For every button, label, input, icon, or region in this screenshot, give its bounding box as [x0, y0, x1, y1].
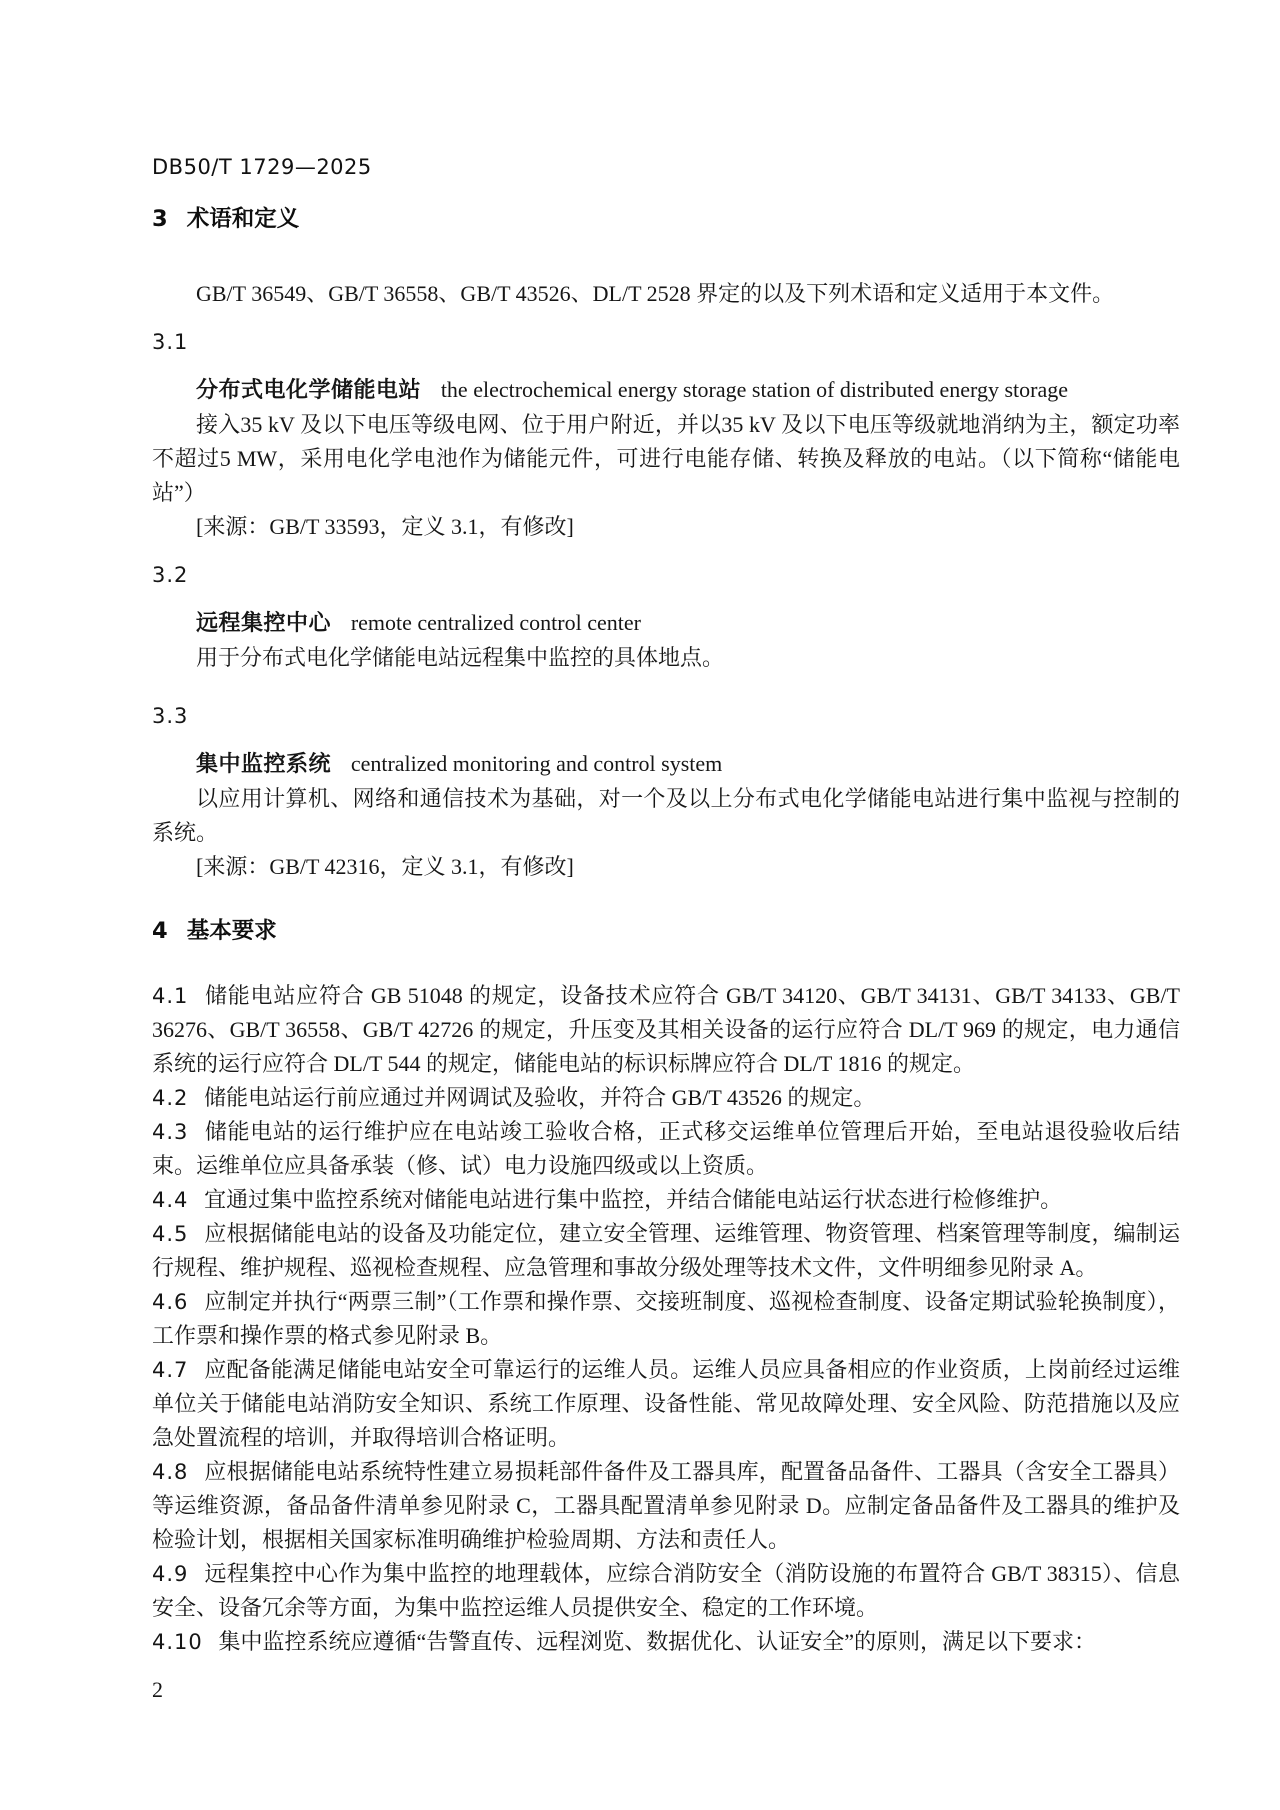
clause-number: 4.3	[152, 1120, 189, 1144]
term-name-zh: 分布式电化学储能电站	[196, 378, 422, 403]
clause-number: 4.6	[152, 1290, 189, 1314]
clause-number: 4.4	[152, 1188, 189, 1212]
clause-number: 4.10	[152, 1630, 203, 1654]
clause-text: 应根据储能电站的设备及功能定位，建立安全管理、运维管理、物资管理、档案管理等制度，编制运行规程、维护规程、巡视检查规程、应急管理和事故分级处理等技术文件，文件明细参见附录 A。	[152, 1221, 1180, 1280]
term-name-en: centralized monitoring and control system	[350, 751, 723, 776]
term-source: [来源：GB/T 42316，定义 3.1，有修改]	[196, 854, 574, 879]
term-heading-3-2	[152, 606, 1180, 641]
clause-text: 集中监控系统应遵循“告警直传、远程浏览、数据优化、认证安全”的原则，满足以下要求：	[218, 1629, 1097, 1654]
clause-number: 4.7	[152, 1358, 189, 1382]
clause-4-10	[152, 1625, 1180, 1659]
section-3-title: 术语和定义	[186, 206, 300, 232]
term-definition: 以应用计算机、网络和通信技术为基础，对一个及以上分布式电化学储能电站进行集中监视与控制的系统。	[152, 786, 1180, 845]
clause-text: 储能电站的运行维护应在电站竣工验收合格，正式移交运维单位管理后开始，至电站退役验收后结束。运维单位应具备承装（修、试）电力设施四级或以上资质。	[152, 1119, 1180, 1178]
clause-4-8	[152, 1455, 1180, 1557]
section-3-number: 3	[152, 206, 168, 232]
term-heading-3-3	[152, 747, 1180, 782]
clause-text: 宜通过集中监控系统对储能电站进行集中监控，并结合储能电站运行状态进行检修维护。	[204, 1187, 1063, 1212]
term-source: [来源：GB/T 33593，定义 3.1，有修改]	[196, 514, 574, 539]
clause-text: 应制定并执行“两票三制”（工作票和操作票、交接班制度、巡视检查制度、设备定期试验轮换制度），工作票和操作票的格式参见附录 B。	[152, 1289, 1180, 1348]
clause-4-5	[152, 1217, 1180, 1285]
clause-text: 储能电站应符合 GB 51048 的规定，设备技术应符合 GB/T 34120、GB/T 34131、GB/T 34133、GB/T 36276、GB/T 36558、GB/T 42726 的规定，升压变及其相关设备的运行应符合 DL/T 969 的规定，电力通信系统的运行应符合 DL/T 544 的规定，储能电站的标识标牌应符合 DL/T 1816 的规定。	[152, 983, 1180, 1076]
clause-text: 远程集控中心作为集中监控的地理载体，应综合消防安全（消防设施的布置符合 GB/T 38315）、信息安全、设备冗余等方面，为集中监控运维人员提供安全、稳定的工作环境。	[152, 1561, 1180, 1620]
section-3-heading	[152, 202, 1180, 236]
clause-number: 4.5	[152, 1222, 189, 1246]
clause-4-4	[152, 1183, 1180, 1217]
term-number-3-2: 3.2	[152, 563, 189, 587]
term-name-zh: 远程集控中心	[196, 611, 332, 636]
section-4-heading	[152, 914, 1180, 948]
page-number: 2	[152, 1677, 163, 1702]
section-4-clauses	[152, 979, 1180, 1659]
clause-4-1	[152, 979, 1180, 1081]
term-name-zh: 集中监控系统	[196, 752, 332, 777]
clause-number: 4.9	[152, 1562, 189, 1586]
clause-number: 4.2	[152, 1086, 189, 1110]
section-4-title: 基本要求	[186, 918, 277, 944]
clause-4-3	[152, 1115, 1180, 1183]
clause-text: 应配备能满足储能电站安全可靠运行的运维人员。运维人员应具备相应的作业资质，上岗前经过运维单位关于储能电站消防安全知识、系统工作原理、设备性能、常见故障处理、安全风险、防范措施以及应急处置流程的培训，并取得培训合格证明。	[152, 1357, 1180, 1450]
term-name-en: the electrochemical energy storage station of distributed energy storage	[440, 377, 1068, 402]
clause-4-9	[152, 1557, 1180, 1625]
clause-4-6	[152, 1285, 1180, 1353]
section-3-intro: GB/T 36549、GB/T 36558、GB/T 43526、DL/T 2528 界定的以及下列术语和定义适用于本文件。	[196, 281, 1115, 306]
clause-4-2	[152, 1081, 1180, 1115]
section-4-number: 4	[152, 918, 168, 944]
term-definition: 用于分布式电化学储能电站远程集中监控的具体地点。	[196, 645, 725, 670]
clause-4-7	[152, 1353, 1180, 1455]
clause-text: 应根据储能电站系统特性建立易损耗部件备件及工器具库，配置备品备件、工器具（含安全工器具）等运维资源，备品备件清单参见附录 C，工器具配置清单参见附录 D。应制定备品备件及工器具的维护及检验计划，根据相关国家标准明确维护检验周期、方法和责任人。	[152, 1459, 1180, 1552]
term-name-en: remote centralized control center	[350, 610, 641, 635]
document-header: DB50/T 1729—2025	[152, 155, 372, 179]
term-heading-3-1	[152, 373, 1180, 408]
term-number-3-1: 3.1	[152, 330, 189, 354]
document-page	[152, 0, 1180, 1707]
term-definition: 接入35 kV 及以下电压等级电网、位于用户附近，并以35 kV 及以下电压等级就地消纳为主，额定功率不超过5 MW，采用电化学电池作为储能元件，可进行电能存储、转换及释放的电站。（以下简称“储能电站”）	[152, 412, 1180, 505]
clause-number: 4.1	[152, 984, 189, 1008]
clause-number: 4.8	[152, 1460, 189, 1484]
clause-text: 储能电站运行前应通过并网调试及验收，并符合 GB/T 43526 的规定。	[204, 1085, 876, 1110]
term-number-3-3: 3.3	[152, 704, 189, 728]
